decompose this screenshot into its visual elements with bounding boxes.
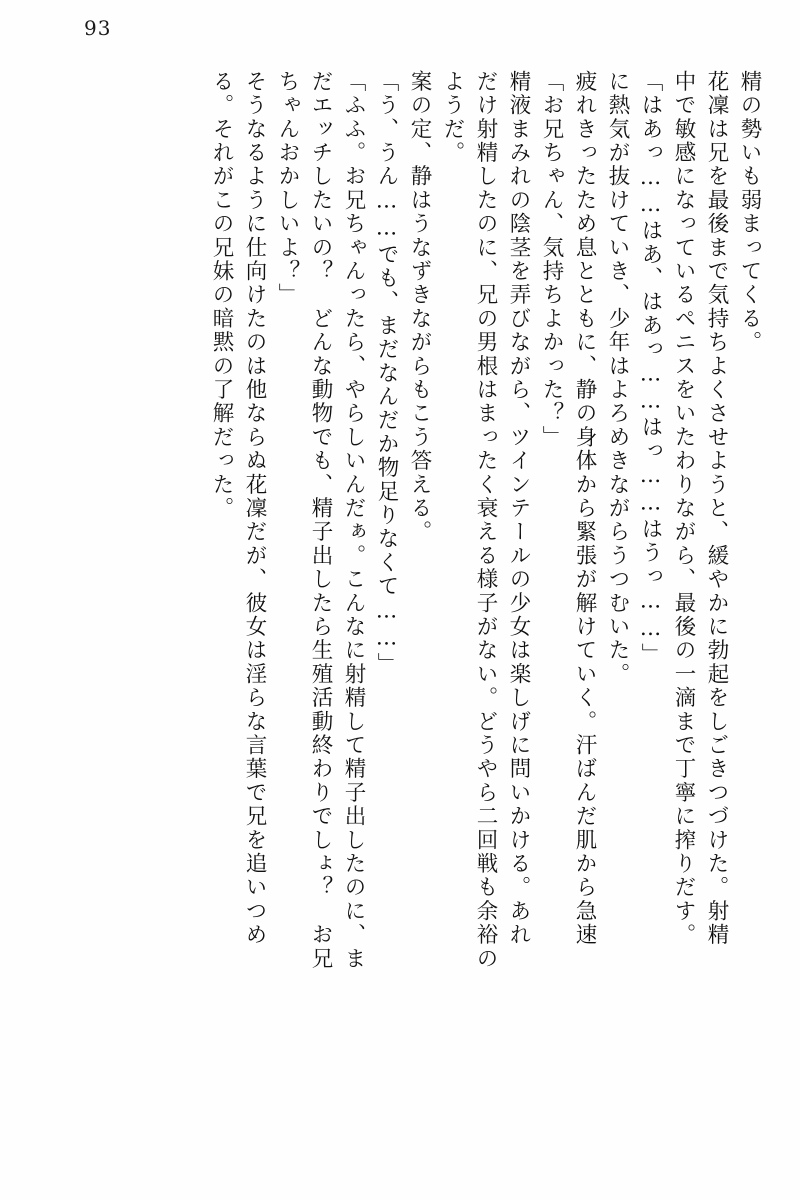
- vertical-text-block: [40, 70, 760, 1170]
- text-column: 「う、うん……でも、まだなんだか物足りなくて……」: [374, 70, 399, 677]
- text-column: に熱気が抜けていき、少年はよろめきながらうつむいた。: [605, 70, 630, 687]
- text-column: 中で敏感になっているペニスをいたわりながら、最後の一滴まで丁寧に搾りだす。: [671, 70, 696, 947]
- text-column: 「ふふ。お兄ちゃんったら、やらしいんだぁ。こんなに射精して精子出したのに、ま: [341, 70, 366, 971]
- text-column: 疲れきったため息とともに、静の身体から緊張が解けていく。汗ばんだ肌から急速: [572, 70, 597, 947]
- text-column: 精の勢いも弱まってくる。: [737, 70, 762, 355]
- text-column: 「お兄ちゃん、気持ちよかった？」: [539, 70, 564, 450]
- text-column: 花凜は兄を最後まで気持ちよくさせようと、緩やかに勃起をしごきつづけた。射精: [704, 70, 729, 947]
- text-column: そうなるように仕向けたのは他ならぬ花凜だが、彼女は淫らな言葉で兄を追いつめ: [242, 70, 267, 947]
- text-column: る。それがこの兄妹の暗黙の了解だった。: [209, 70, 234, 521]
- text-column: ちゃんおかしいよ？」: [275, 70, 300, 307]
- text-column: 案の定、静はうなずきながらもこう答える。: [407, 70, 432, 544]
- text-column: 精液まみれの陰茎を弄びながら、ツインテールの少女は楽しげに問いかける。あれ: [506, 70, 531, 947]
- text-column: 「はあっ……はあ、はあっ……はっ……はうっ……」: [638, 70, 663, 667]
- text-column: だけ射精したのに、兄の男根はまったく衰える様子がない。どうやら二回戦も余裕の: [473, 70, 498, 971]
- text-column: ようだ。: [440, 70, 465, 165]
- page-number: 93: [84, 16, 112, 40]
- text-column: だエッチしたいの？ どんな動物でも、精子出したら生殖活動終わりでしょ？ お兄: [308, 70, 333, 971]
